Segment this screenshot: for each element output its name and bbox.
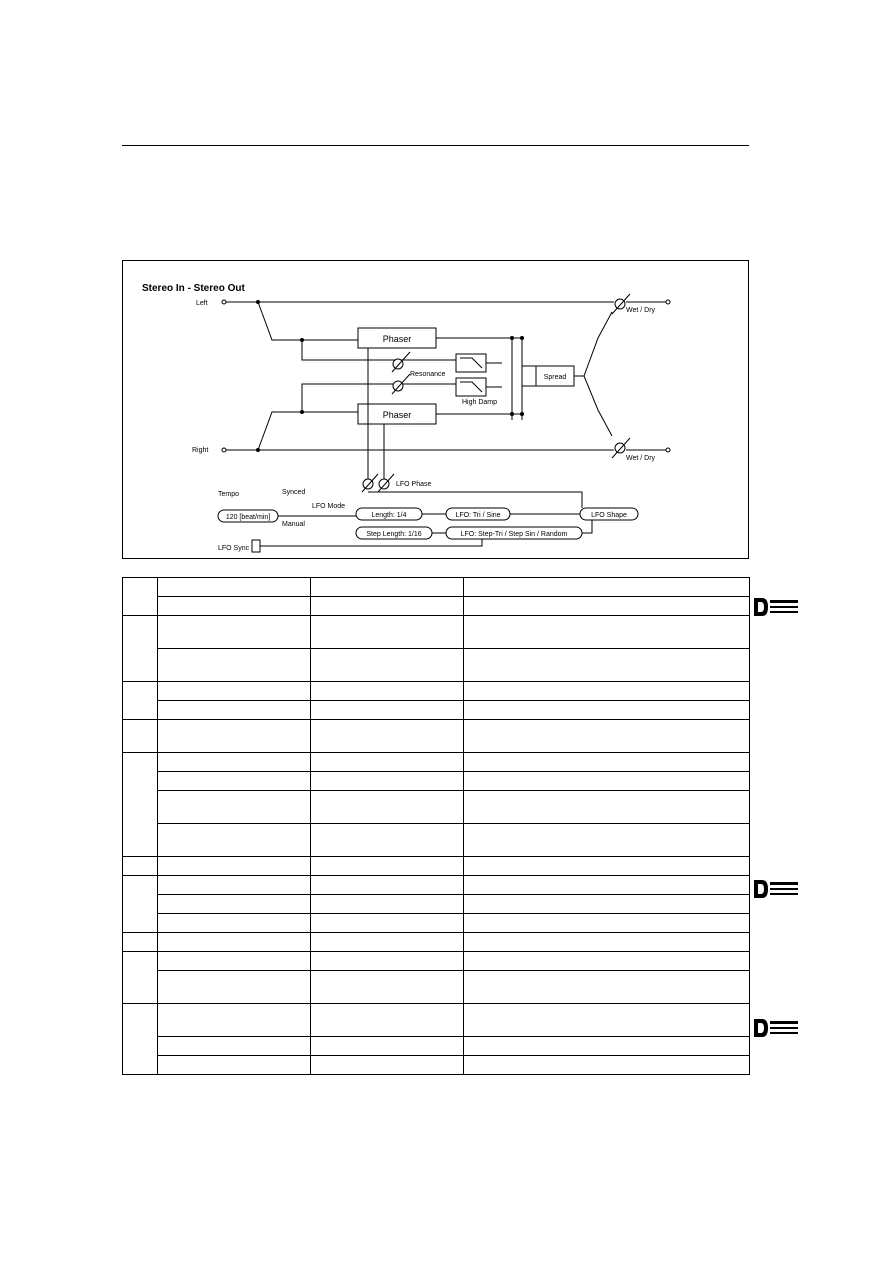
- tempo-label: Tempo: [218, 491, 240, 498]
- bpm-label: 120 [beat/min]: [225, 514, 271, 521]
- length-label: Length: 1/4: [371, 512, 407, 519]
- lfo-step-label: LFO: Step-Tri / Step Sin / Random: [460, 531, 568, 538]
- table-row: [123, 753, 750, 772]
- table-row: [123, 597, 750, 616]
- resonance-knob-top: [393, 359, 403, 369]
- parameter-table: [122, 577, 750, 1075]
- resonance-knob-bottom: [393, 381, 403, 391]
- high-damp-label: High Damp: [462, 399, 498, 406]
- dmod-logo: [752, 878, 802, 900]
- table-row: [123, 578, 750, 597]
- table-row: [123, 1037, 750, 1056]
- synced-label: Synced: [282, 489, 306, 496]
- lfo-phase-label: LFO Phase: [396, 481, 432, 488]
- diagram-title: Stereo In - Stereo Out: [142, 283, 245, 294]
- table-row: [123, 720, 750, 753]
- spread-label: Spread: [543, 374, 567, 381]
- table-row: [123, 616, 750, 649]
- phaser-block-diagram: [122, 260, 749, 560]
- table-row: [123, 971, 750, 1004]
- header-rule: [122, 145, 749, 146]
- table-row: [123, 701, 750, 720]
- lfo-phase-knob-left: [363, 479, 373, 489]
- lfo-shape-label: LFO Shape: [591, 512, 627, 519]
- table-row: [123, 649, 750, 682]
- wet-dry-top-label: Wet / Dry: [626, 307, 656, 314]
- lfo-sync-label: LFO Sync: [218, 545, 250, 552]
- table-row: [123, 952, 750, 971]
- table-row: [123, 933, 750, 952]
- lfo-mode-label: LFO Mode: [312, 503, 346, 510]
- wet-dry-bottom-label: Wet / Dry: [626, 455, 656, 462]
- right-input-jack: [222, 448, 226, 452]
- table-row: [123, 876, 750, 895]
- resonance-label: Resonance: [410, 371, 446, 378]
- phaser-bottom-label: Phaser: [382, 410, 412, 420]
- table-row: [123, 857, 750, 876]
- table-row: [123, 895, 750, 914]
- table-row: [123, 914, 750, 933]
- manual-label: Manual: [282, 521, 305, 528]
- high-damp-filter-bottom: [456, 378, 486, 396]
- table-row: [123, 1056, 750, 1075]
- right-input-label: Right: [192, 447, 209, 454]
- left-input-jack: [222, 300, 226, 304]
- lfo-sync-switch: [252, 540, 260, 552]
- table-row: [123, 682, 750, 701]
- dmod-logo: [752, 596, 802, 618]
- step-length-label: Step Length: 1/16: [366, 531, 422, 538]
- table-row: [123, 791, 750, 824]
- lfo-tri-sine-label: LFO: Tri / Sine: [455, 512, 501, 519]
- table-row: [123, 824, 750, 857]
- high-damp-filter-top: [456, 354, 486, 372]
- phaser-top-label: Phaser: [382, 334, 412, 344]
- left-input-label: Left: [196, 300, 208, 307]
- dmod-logo: [752, 1017, 802, 1039]
- table-row: [123, 772, 750, 791]
- lfo-phase-knob-right: [379, 479, 389, 489]
- table-row: [123, 1004, 750, 1037]
